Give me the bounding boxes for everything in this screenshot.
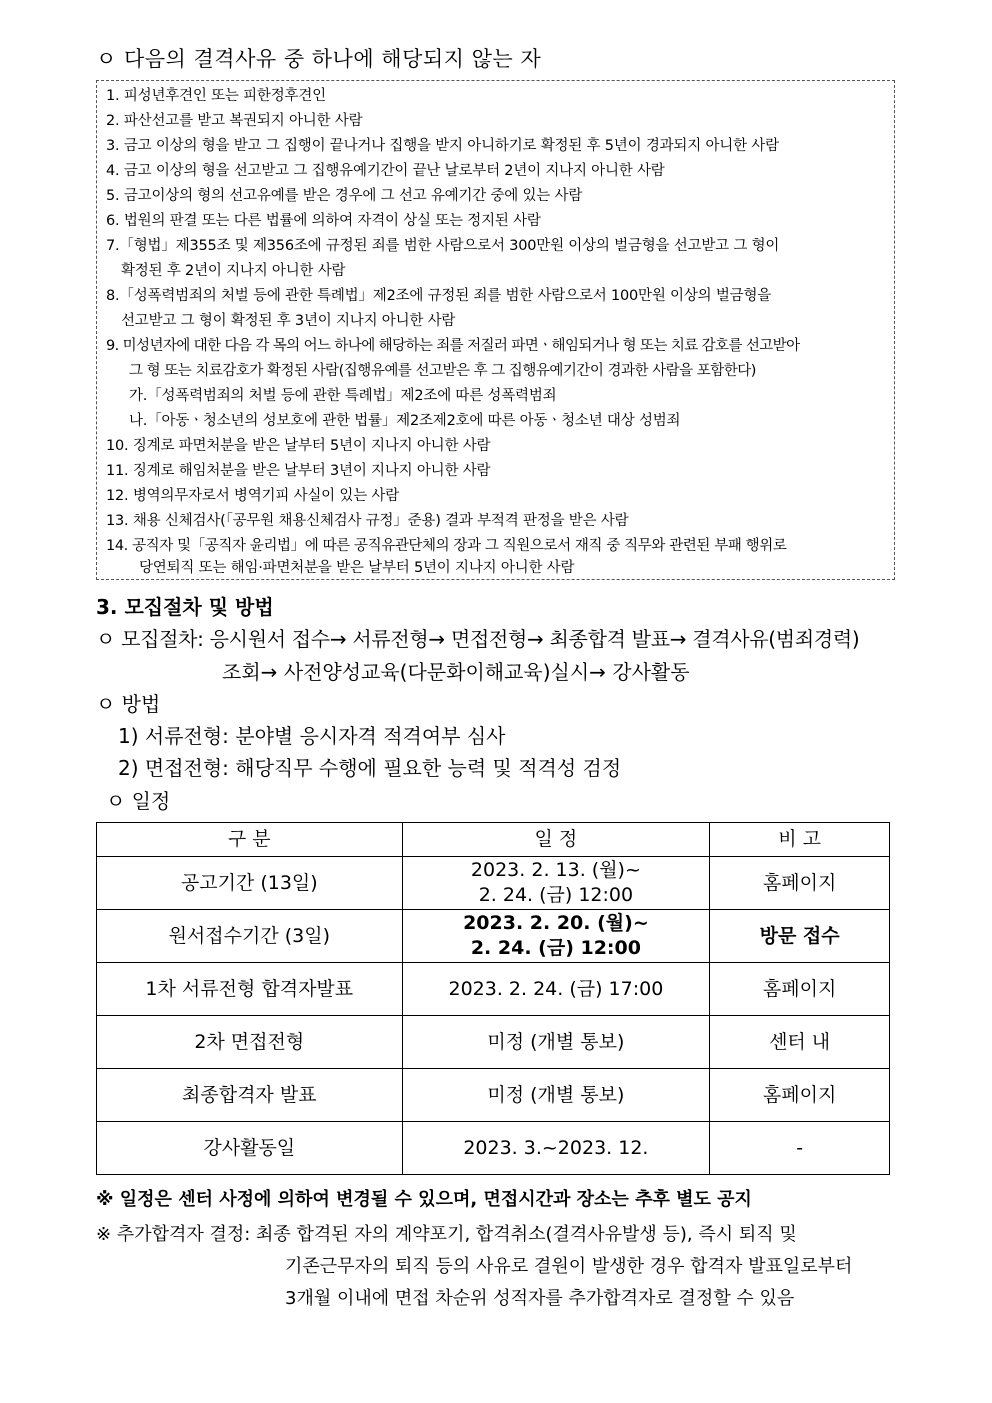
- disqualification-item: 14. 공직자 및「공직자 윤리법」에 따른 공직유관단체의 장과 그 직원으로서 재직 중 직무와 관련된 부패 행위로: [106, 538, 787, 554]
- date-cell: 2023. 2. 24. (금) 17:00: [402, 963, 710, 1016]
- category-cell: 2차 면접전형: [97, 1016, 403, 1069]
- date-line: 2023. 2. 20. (월)~: [463, 912, 649, 934]
- disqualification-item-continued: 당연퇴직 또는 해임·파면처분을 받은 날부터 5년이 지나지 아니한 사람: [139, 560, 575, 576]
- disqualification-item: 8.「성폭력범죄의 처벌 등에 관한 특례법」제2조에 규정된 죄를 범한 사람으로서 100만원 이상의 벌금형을: [106, 288, 772, 304]
- schedule-table: [96, 822, 890, 1175]
- disqualification-item: 6. 법원의 판결 또는 다른 법률에 의하여 자격이 상실 또는 정지된 사람: [106, 213, 541, 229]
- method-item: 1) 서류전형: 분야별 응시자격 적격여부 심사: [118, 724, 506, 748]
- column-header: 일 정: [402, 823, 710, 857]
- date-cell: [402, 910, 710, 963]
- table-row: [97, 1122, 890, 1175]
- table-row: [97, 1016, 890, 1069]
- table-row: [97, 910, 890, 963]
- note-cell: 센터 내: [710, 1016, 890, 1069]
- procedure-line: ㅇ 모집절차: 응시원서 접수→ 서류전형→ 면접전형→ 최종합격 발표→ 결격사유(범죄경력): [96, 627, 860, 651]
- column-header: 구 분: [97, 823, 403, 857]
- disqualification-item: 7.「형법」제355조 및 제356조에 규정된 죄를 범한 사람으로서 300만원 이상의 벌금형을 선고받고 그 형이: [106, 238, 780, 254]
- category-cell: 강사활동일: [97, 1122, 403, 1175]
- method-label: ㅇ 방법: [96, 692, 161, 716]
- disqualification-item: 1. 피성년후견인 또는 피한정후견인: [106, 88, 326, 104]
- note-cell: 홈페이지: [710, 963, 890, 1016]
- date-cell: 미정 (개별 통보): [402, 1016, 710, 1069]
- category-cell: 최종합격자 발표: [97, 1069, 403, 1122]
- disqualification-box: [96, 80, 895, 580]
- category-cell: 원서접수기간 (3일): [97, 910, 403, 963]
- category-cell: 공고기간 (13일): [97, 857, 403, 910]
- section3-title: 3. 모집절차 및 방법: [96, 595, 274, 619]
- schedule-change-notice: ※ 일정은 센터 사정에 의하여 변경될 수 있으며, 면접시간과 장소는 추후 별도 공지: [96, 1189, 752, 1210]
- date-cell: [402, 857, 710, 910]
- table-row: [97, 963, 890, 1016]
- date-cell: 2023. 3.~2023. 12.: [402, 1122, 710, 1175]
- disqualification-heading: ㅇ 다음의 결격사유 중 하나에 해당되지 않는 자: [96, 47, 542, 71]
- disqualification-item: 13. 채용 신체검사(「공무원 채용신체검사 규정」준용) 결과 부적격 판정을 받은 사람: [106, 513, 629, 529]
- method-item: 2) 면접전형: 해당직무 수행에 필요한 능력 및 적격성 검정: [118, 756, 622, 780]
- category-cell: 1차 서류전형 합격자발표: [97, 963, 403, 1016]
- note-cell: -: [710, 1122, 890, 1175]
- disqualification-item: 9. 미성년자에 대한 다음 각 목의 어느 하나에 해당하는 죄를 저질러 파면ㆍ해임되거나 형 또는 치료 감호를 선고받아: [106, 338, 800, 354]
- column-header: 비 고: [710, 823, 890, 857]
- date-line: 2. 24. (금) 12:00: [470, 937, 641, 959]
- note-cell: 방문 접수: [710, 910, 890, 963]
- disqualification-item-continued: 확정된 후 2년이 지나지 아니한 사람: [121, 263, 346, 279]
- additional-pass-notice-continued: 3개월 이내에 면접 차순위 성적자를 추가합격자로 결정할 수 있음: [285, 1288, 795, 1309]
- disqualification-item: 10. 징계로 파면처분을 받은 날부터 5년이 지나지 아니한 사람: [106, 438, 491, 454]
- disqualification-item: 5. 금고이상의 형의 선고유예를 받은 경우에 그 선고 유예기간 중에 있는 사람: [106, 188, 583, 204]
- note-cell: 홈페이지: [710, 857, 890, 910]
- disqualification-subitem: 나.「아동ㆍ청소년의 성보호에 관한 법률」제2조제2호에 따른 아동ㆍ청소년 대상 성범죄: [129, 413, 681, 429]
- procedure-line-continued: 조회→ 사전양성교육(다문화이해교육)실시→ 강사활동: [222, 660, 690, 684]
- date-line: 2. 24. (금) 12:00: [478, 884, 634, 906]
- schedule-label: ㅇ 일정: [106, 789, 171, 813]
- date-line: 2023. 2. 13. (월)~: [470, 859, 641, 881]
- date-cell: 미정 (개별 통보): [402, 1069, 710, 1122]
- disqualification-item: 3. 금고 이상의 형을 받고 그 집행이 끝나거나 집행을 받지 아니하기로 확정된 후 5년이 경과되지 아니한 사람: [106, 138, 779, 154]
- additional-pass-notice: ※ 추가합격자 결정: 최종 합격된 자의 계약포기, 합격취소(결격사유발생 등), 즉시 퇴직 및: [96, 1224, 797, 1245]
- additional-pass-notice-continued: 기존근무자의 퇴직 등의 사유로 결원이 발생한 경우 합격자 발표일로부터: [285, 1256, 853, 1277]
- disqualification-subitem: 가.「성폭력범죄의 처벌 등에 관한 특례법」제2조에 따른 성폭력범죄: [129, 388, 557, 404]
- table-header-row: [97, 823, 890, 857]
- disqualification-item-continued: 선고받고 그 형이 확정된 후 3년이 지나지 아니한 사람: [121, 313, 456, 329]
- disqualification-item: 2. 파산선고를 받고 복권되지 아니한 사람: [106, 113, 363, 129]
- disqualification-item: 4. 금고 이상의 형을 선고받고 그 집행유예기간이 끝난 날로부터 2년이 지나지 아니한 사람: [106, 163, 665, 179]
- note-cell: 홈페이지: [710, 1069, 890, 1122]
- disqualification-item: 12. 병역의무자로서 병역기피 사실이 있는 사람: [106, 488, 400, 504]
- disqualification-item: 11. 징계로 해임처분을 받은 날부터 3년이 지나지 아니한 사람: [106, 463, 491, 479]
- disqualification-item-continued: 그 형 또는 치료감호가 확정된 사람(집행유예를 선고받은 후 그 집행유예기간이 경과한 사람을 포함한다): [129, 363, 756, 379]
- table-row: [97, 1069, 890, 1122]
- table-row: [97, 857, 890, 910]
